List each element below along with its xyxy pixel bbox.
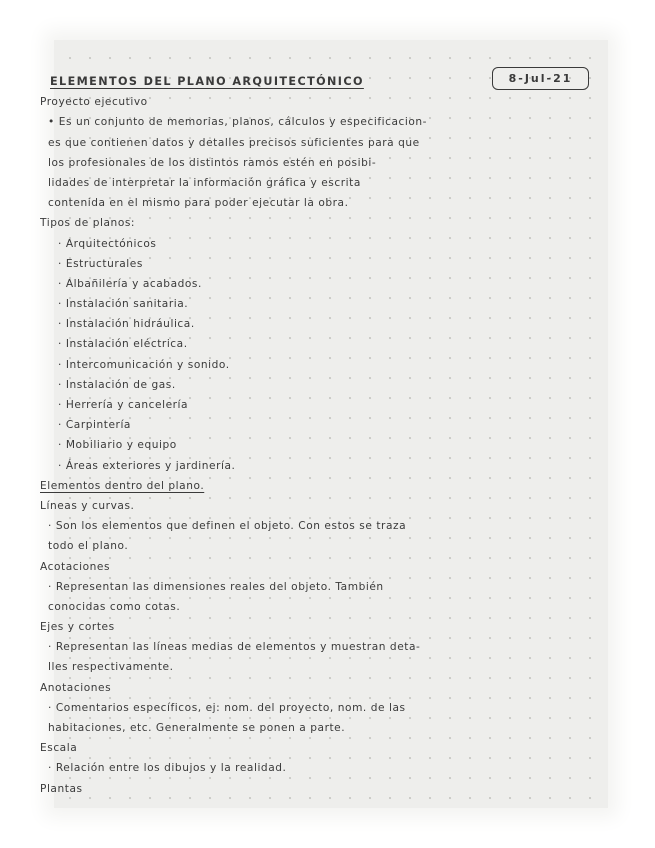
note-line: · Representan las líneas medias de elementos y muestran deta- <box>48 641 421 654</box>
section-heading: Acotaciones <box>40 560 111 573</box>
page-title: ELEMENTOS DEL PLANO ARQUITECTÓNICO <box>50 75 364 88</box>
note-line: todo el plano. <box>48 540 129 553</box>
plan-type-item: · Instalación sanitaria. <box>58 298 189 311</box>
note-line: · Relación entre los dibujos y la realidad. <box>48 762 287 775</box>
section-heading: Tipos de planos: <box>40 217 136 230</box>
section-heading: Ejes y cortes <box>40 621 115 634</box>
plan-type-item: · Instalación de gas. <box>58 378 176 391</box>
section-heading: Plantas <box>40 782 83 795</box>
handwritten-notes <box>40 72 600 799</box>
plan-type-item: · Albañilería y acabados. <box>58 277 202 290</box>
plan-type-item: · Estructurales <box>58 257 143 270</box>
note-line: · Comentarios específicos, ej: nom. del proyecto, nom. de las <box>48 701 406 714</box>
note-line: · Son los elementos que definen el objeto. Con estos se traza <box>48 520 407 533</box>
note-line: es que contienen datos y detalles precisos suficientes para que <box>48 136 420 149</box>
plan-type-item: · Carpintería <box>58 419 131 432</box>
note-line: · Representan las dimensiones reales del objeto. También <box>48 580 384 593</box>
plan-type-item: · Intercomunicación y sonido. <box>58 358 230 371</box>
section-heading: Escala <box>40 742 78 755</box>
plan-type-item: · Mobiliario y equipo <box>58 439 177 452</box>
section-heading: Proyecto ejecutivo <box>40 96 148 109</box>
plan-type-item: · Herrería y cancelería <box>58 399 189 411</box>
section-heading: Anotaciones <box>40 681 112 694</box>
plan-type-item: · Arquitectónicos <box>58 237 157 250</box>
plan-type-item: · Áreas exteriores y jardinería. <box>58 459 236 472</box>
note-line: conocidas como cotas. <box>48 600 181 613</box>
note-line: • Es un conjunto de memorias, planos, cálculos y especificacion- <box>48 116 428 129</box>
note-line: habitaciones, etc. Generalmente se ponen a parte. <box>48 722 346 734</box>
note-line: contenida en el mismo para poder ejecutar la obra. <box>48 197 349 210</box>
section-heading: Elementos dentro del plano. <box>40 479 205 492</box>
plan-type-item: · Instalación eléctrica. <box>58 338 188 351</box>
note-line: los profesionales de los distintos ramos estén en posibi- <box>48 156 377 169</box>
section-heading: Líneas y curvas. <box>40 499 135 512</box>
date-label: 8-Jul-21 <box>492 67 589 90</box>
note-line: lidades de interpretar la información gráfica y escrita <box>48 176 361 189</box>
note-line: lles respectivamente. <box>48 661 174 674</box>
plan-type-item: · Instalación hidráulica. <box>58 318 195 331</box>
